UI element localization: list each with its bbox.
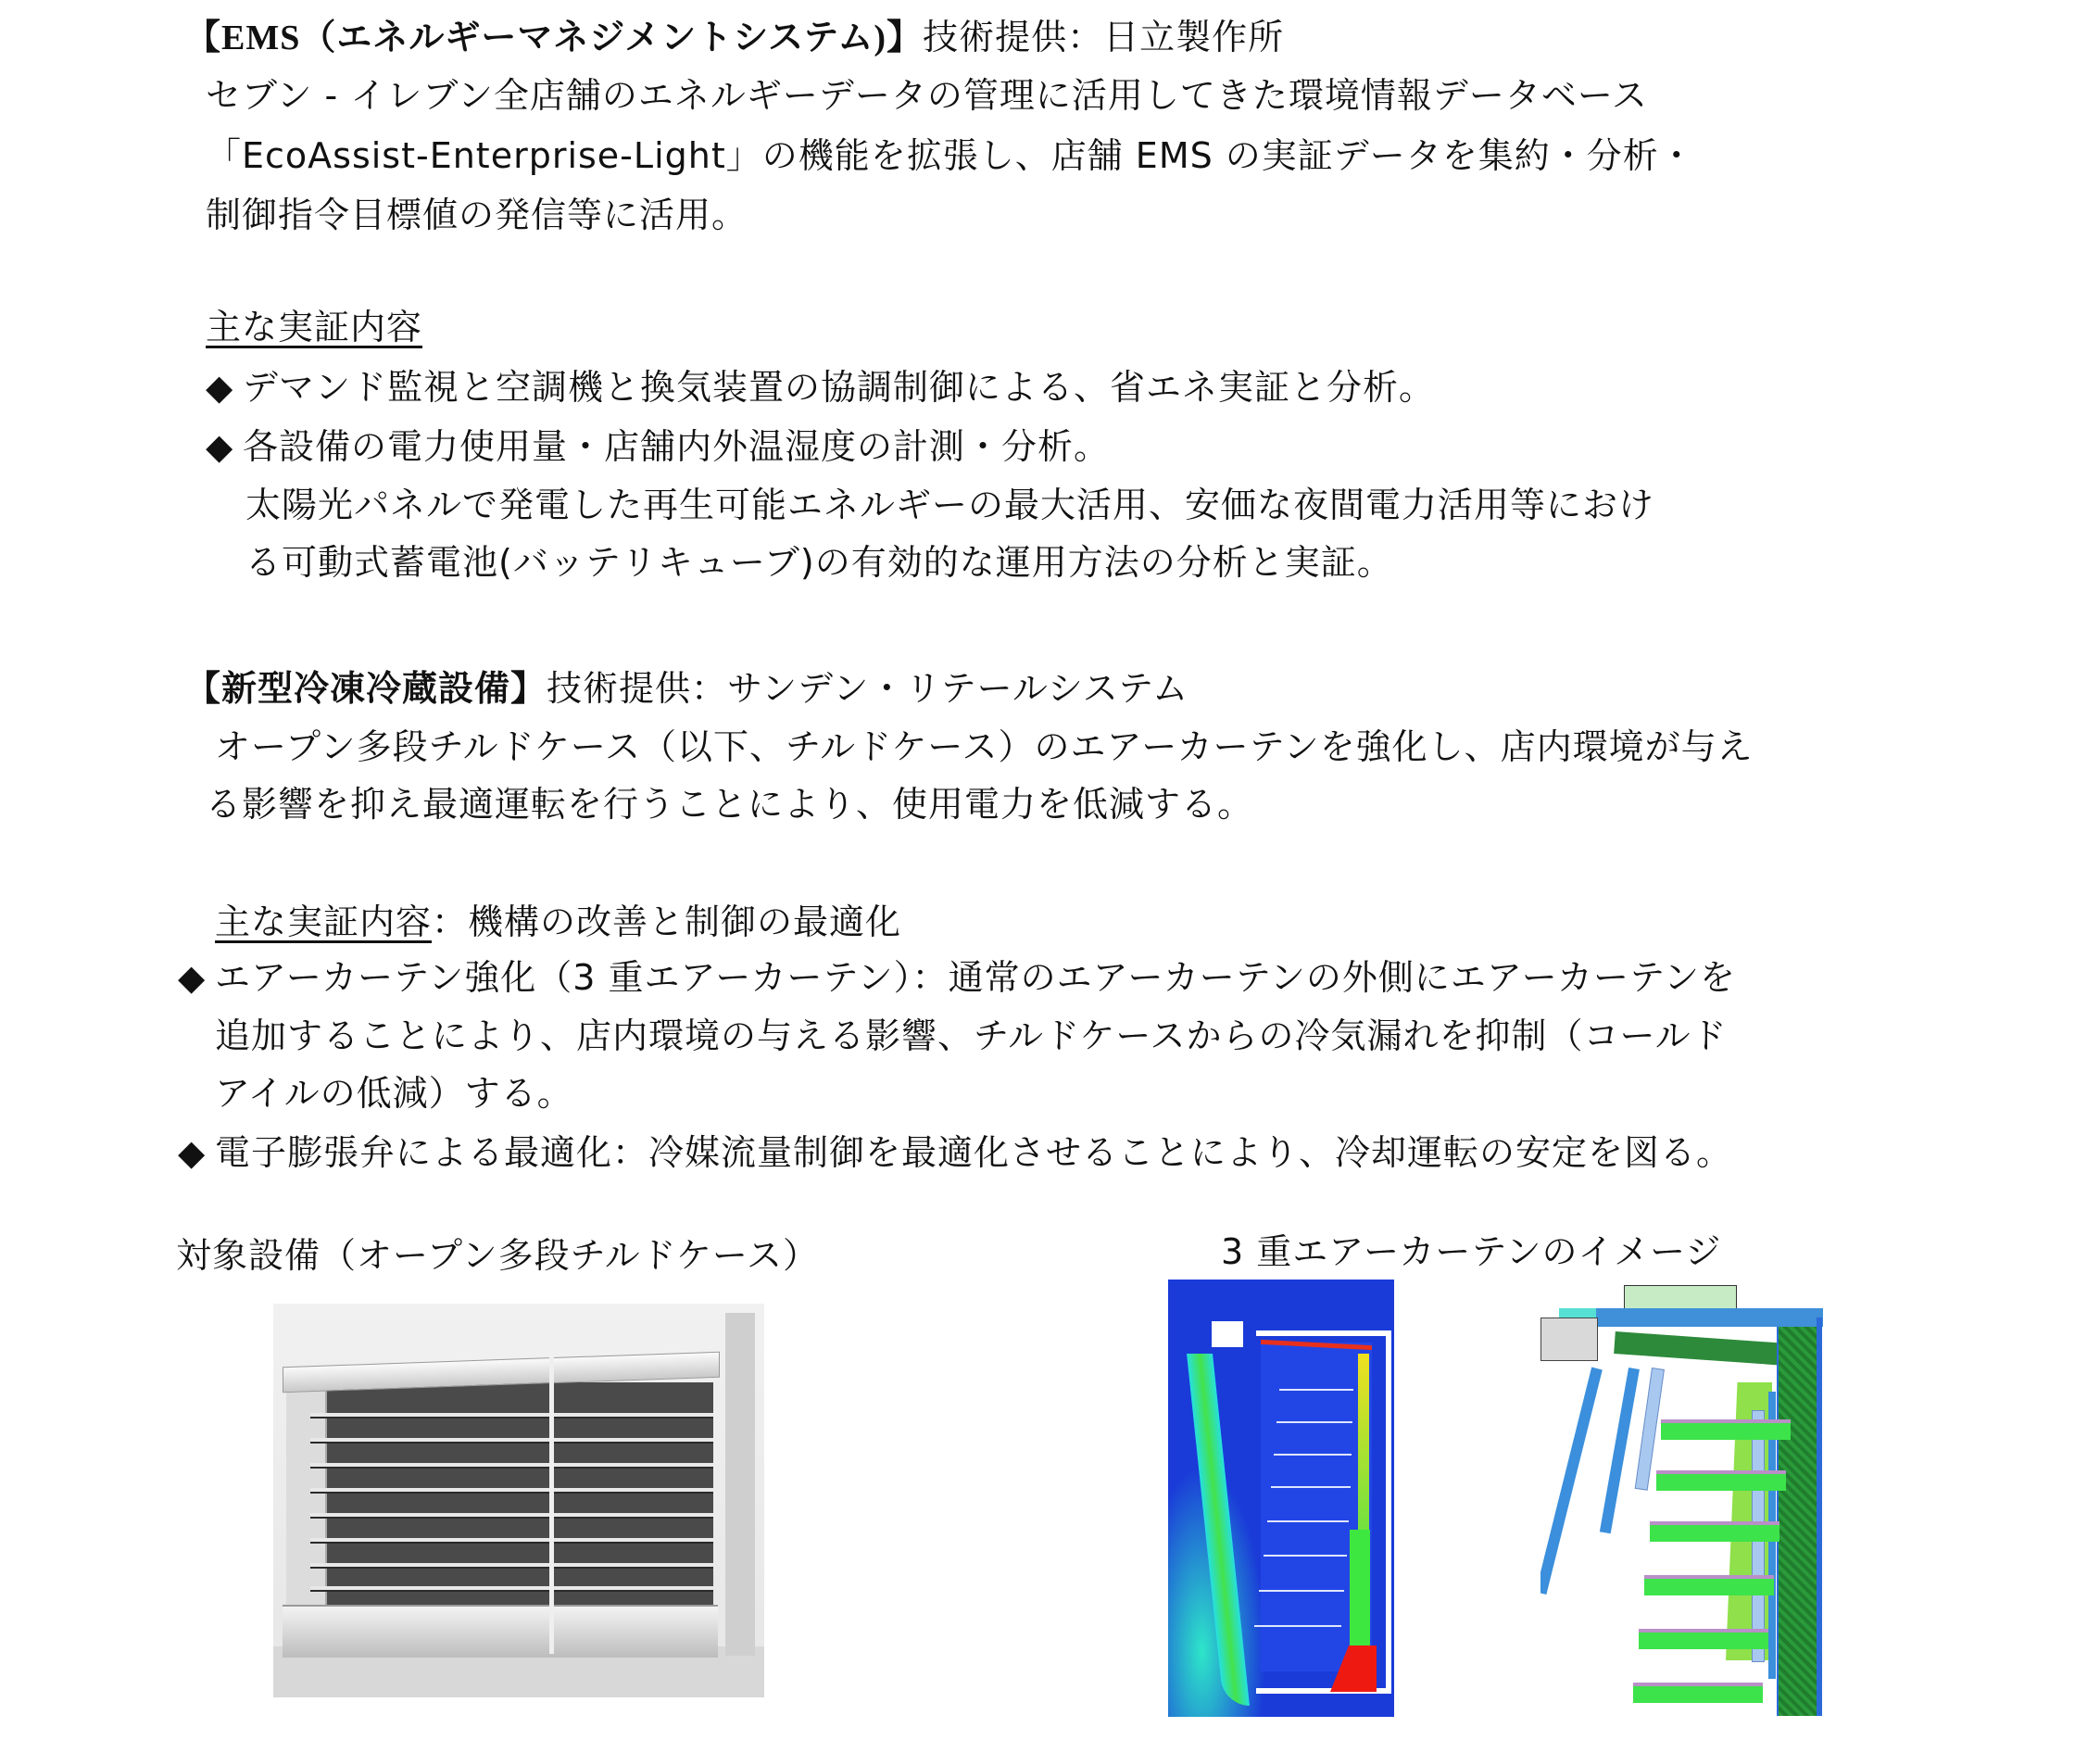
refrigeration-bullet-1-text: エアーカーテン強化（3 重エアーカーテン）：通常のエアーカーテンの外側にエアーカーテンを <box>215 957 1737 998</box>
refrigeration-bullet-1 <box>178 956 1736 999</box>
cfd-shelf <box>1274 1454 1352 1456</box>
cfd-shelf <box>1254 1625 1341 1627</box>
cfd-fan-box <box>1212 1321 1243 1347</box>
photo-side-panel <box>725 1313 755 1656</box>
outer-curtain-arrow-icon <box>1540 1368 1603 1595</box>
ems-bullet-2 <box>206 425 1110 468</box>
cfd-shelf <box>1259 1590 1344 1592</box>
ems-heading-title: 【EMS（エネルギーマネジメントシステム)】 <box>185 19 924 57</box>
ems-bullet-2-cont-1: 太陽光パネルで発電した再生可能エネルギーの最大活用、安価な夜間電力活用等におけ <box>245 485 1655 525</box>
diagram-shelf <box>1656 1470 1786 1491</box>
ems-body-line-2: 「EcoAssist-Enterprise-Light」の機能を拡張し、店舗 EMS の実証データを集約・分析・ <box>206 135 1695 176</box>
refrigeration-subheading <box>215 901 901 943</box>
diagram-outer-edge <box>1817 1318 1822 1716</box>
middle-curtain-arrow-icon <box>1600 1368 1640 1533</box>
cfd-shelf <box>1279 1389 1353 1391</box>
cfd-shelf <box>1264 1555 1347 1557</box>
triple-air-curtain-diagram <box>1540 1280 1832 1716</box>
refrigeration-bullet-2-text: 電子膨張弁による最適化：冷媒流量制御を最適化させることにより、冷却運転の安定を図る。 <box>215 1132 1733 1173</box>
photo-shelf <box>310 1488 713 1494</box>
cfd-case-frame <box>1256 1330 1391 1694</box>
photo-shelf <box>310 1413 713 1418</box>
diamond-bullet-icon: ◆ <box>178 1132 207 1173</box>
ems-body-line-3: 制御指令目標値の発信等に活用。 <box>206 195 748 235</box>
diamond-bullet-icon: ◆ <box>206 367 234 408</box>
diagram-top-flow <box>1596 1308 1823 1327</box>
diagram-shelf <box>1639 1629 1768 1649</box>
refrigeration-subheading-label: 主な実証内容 <box>215 902 433 942</box>
refrigeration-body-line-1: オープン多段チルドケース（以下、チルドケース）のエアーカーテンを強化し、店内環境が与え <box>215 726 1754 767</box>
ems-bullet-1-text: デマンド監視と空調機と換気装置の協調制御による、省エネ実証と分析。 <box>243 367 1436 408</box>
ems-bullet-2-cont-2: る可動式蓄電池(バッテリキューブ)の有効的な運用方法の分析と実証。 <box>245 542 1393 583</box>
photo-shelf <box>310 1586 713 1592</box>
right-figure-caption: 3 重エアーカーテンのイメージ <box>1221 1231 1722 1272</box>
diagram-shelf <box>1644 1575 1774 1595</box>
refrigeration-bullet-1-cont-2: アイルの低減）する。 <box>215 1073 573 1114</box>
cfd-duct <box>1350 1530 1370 1650</box>
photo-base <box>283 1605 718 1658</box>
cfd-shelf <box>1271 1486 1351 1488</box>
photo-shelf <box>310 1463 713 1469</box>
diagram-shelf <box>1650 1521 1779 1542</box>
refrigeration-heading <box>185 667 1188 710</box>
photo-divider <box>549 1357 554 1654</box>
diagram-shelf <box>1661 1419 1791 1440</box>
photo-shelf <box>310 1513 713 1519</box>
diagram-shelf <box>1633 1683 1763 1703</box>
refrigeration-bullet-2 <box>178 1131 1732 1174</box>
diamond-bullet-icon: ◆ <box>178 957 207 998</box>
ems-body-line-1: セブン - イレブン全店舗のエネルギーデータの管理に活用してきた環境情報データベース <box>206 75 1648 116</box>
photo-side-glass <box>286 1387 327 1609</box>
photo-shelf <box>310 1438 713 1444</box>
diamond-bullet-icon: ◆ <box>206 426 234 467</box>
ems-bullet-1 <box>206 366 1435 409</box>
chilled-case-photo <box>273 1304 764 1697</box>
diagram-back-wall <box>1777 1327 1820 1716</box>
photo-shelf <box>310 1563 713 1569</box>
refrigeration-subheading-detail: ：機構の改善と制御の最適化 <box>432 902 902 942</box>
cfd-shelf <box>1276 1421 1352 1423</box>
cfd-shelf <box>1267 1520 1349 1522</box>
airflow-cfd-image <box>1168 1280 1394 1717</box>
photo-shelf <box>310 1538 713 1544</box>
ems-heading-provider: 技術提供：日立製作所 <box>923 17 1285 57</box>
refrigeration-heading-title: 【新型冷凍冷蔵設備】 <box>185 668 547 709</box>
left-figure-caption: 対象設備（オープン多段チルドケース） <box>176 1235 820 1276</box>
refrigeration-body-line-2: る影響を抑え最適運転を行うことにより、使用電力を低減する。 <box>206 784 1254 825</box>
ems-subheading: 主な実証内容 <box>206 307 423 347</box>
ems-bullet-2-text: 各設備の電力使用量・店舗内外温湿度の計測・分析。 <box>243 426 1111 467</box>
fan-icon <box>1540 1318 1598 1361</box>
refrigeration-heading-provider: 技術提供：サンデン・リテールシステム <box>547 668 1189 709</box>
ems-heading <box>185 16 1284 59</box>
refrigeration-bullet-1-cont-1: 追加することにより、店内環境の与える影響、チルドケースからの冷気漏れを抑制（コールド <box>215 1015 1728 1056</box>
